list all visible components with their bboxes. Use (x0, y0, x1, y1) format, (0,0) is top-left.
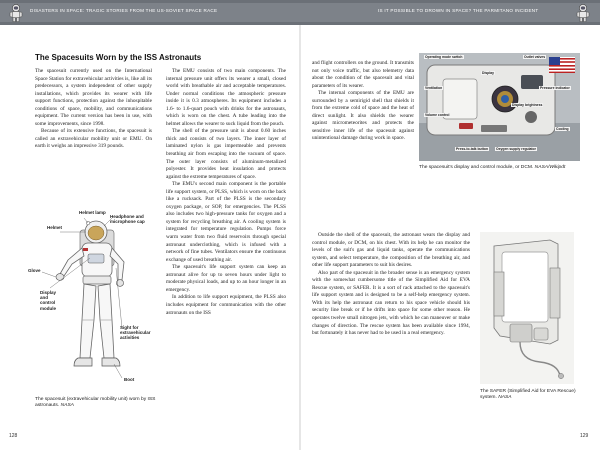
text-column-3b (312, 232, 470, 338)
running-head-left: DISASTERS IN SPACE: TRAGIC STORIES FROM THE US-SOVIET SPACE RACE (30, 8, 218, 13)
label-headphone: Headphone and microphone cap (110, 214, 145, 225)
page-gutter (299, 25, 301, 450)
paragraph: and flight controllers on the ground. It transmits not only voice traffic, but also telemetry data about the condition of the spacesuit and vital parameters of its wearer. (312, 60, 414, 89)
label-display: Display (482, 71, 495, 75)
running-head-right: IS IT POSSIBLE TO DROWN IN SPACE? THE PARMITANO INCIDENT (378, 8, 539, 13)
label-sight: Sight for extravehicular activities (120, 325, 151, 341)
paragraph: The shell of the pressure unit is about 0.60 inches thick and consists of two layers. The inner layer of laminated nylon is gas impermeable and prevents breathing air from escaping into the vacuum of space. The outer layer consists of aluminum-metalized polyester. It provides heat insulation and protects against the extreme temperatures of space. (166, 128, 286, 180)
label-press-to-talk: Press-to-talk button (456, 147, 489, 151)
dcm-illustration (419, 53, 580, 161)
safer-illustration (480, 232, 574, 384)
label-outlet-valves: Outlet valves (524, 55, 546, 59)
paragraph: Outside the shell of the spacesuit, the astronaut wears the display and control module, or DCM, on his chest. With its help he can monitor the levels of the suit's gas and liquid tanks, operate the communications system, and select temperature, the composition of the breathing air, and other life support parameters to suit his desires. (312, 232, 470, 269)
spacesuit-caption (35, 397, 160, 409)
paragraph: The EMU consists of two main components. The internal pressure unit offers its wearer a small, closed world with breathable air and acceptable temperatures. Under normal conditions the atmospheric pressure inside it is 0.3 atmospheres. Its equipment includes a 1.6- to 1.6-quart pouch with drinks for the astronauts, which is worn on the chest. A tube leading into the helmet allows the wearer to suck liquid from the pouch. (166, 68, 286, 127)
caption-text: The spacesuit's display and control module, or DCM. (419, 165, 534, 170)
paragraph: In addition to life support equipment, the PLSS also includes equipment for communication with the other astronauts on the ISS (166, 294, 286, 316)
paragraph: Also part of the spacesuit in the broader sense is an emergency system with the somewhat cumbersome title of the Simplified Aid for EVA Rescue system, or SAFER. It is a sort of rack attached to the spacesuit's life support system and is designed to be a self-help emergency system. With its help the astronaut can return to his space vehicle should his security line break or if he drifts into space for some other reason. He operates twelve small nitrogen jets, with which he can maneuver or make changes of direction. The rescue system has been available since 1994, but fortunately it has never had to be used in a real emergency. (312, 269, 470, 337)
label-glove: Glove (28, 268, 41, 273)
paragraph: The internal components of the EMU are surrounded by a semirigid shell that shields it from the extreme cold of space and the heat of direct sunlight. It also shields the wearer against micrometeorites and protects the sensitive inner life of the spacesuit against unintentional damage during work in space. (312, 90, 414, 142)
label-ventilation: Ventilation (425, 86, 443, 90)
caption-text: The spacesuit (extravehicular mobility unit) worn by ISS astronauts. (35, 397, 156, 408)
label-helmet-lamp: Helmet lamp (79, 210, 106, 215)
label-helmet: Helmet (47, 225, 63, 230)
caption-credit: NASA (60, 403, 74, 408)
safer-caption (480, 389, 577, 401)
label-cooling: Cooling (556, 127, 569, 131)
paragraph: The spacesuit's life support system can keep an astronaut alive for up to seven hours under light to moderate physical loads, and up to an hour longer in an emergency. (166, 264, 286, 293)
page-number-left: 128 (9, 433, 18, 439)
page-number-right: 129 (580, 433, 589, 439)
paragraph: The spacesuit currently used on the International Space Station for extravehicular activities is, like all its predecessors, a system independent of other supply installations, which provides its wearer with life support functions, protection against the inhospitable conditions of space, mobility, and communications equipment. The current version has been in use, with some improvements, since 1998. (35, 68, 152, 127)
paragraph: Because of its extensive functions, the spacesuit is called an extravehicular mobility unit or EMU. On earth it weighs an impressive 319 pounds. (35, 128, 152, 150)
caption-credit: NASA/Wikipdt (534, 165, 566, 170)
caption-text: The SAFER (Simplified Aid for EVA Rescue) system. (480, 389, 576, 400)
label-operating-mode: Operating mode switch (425, 55, 463, 59)
paragraph: The EMU's second main component is the portable life support system, or PLSS, which is worn on the back like a rucksack. Part of the PLSS is the secondary oxygen package, or SOP, for emergencies. The PLSS also includes two high-pressure tanks for oxygen and a system for recycling breathing air. A cooling system is integrated for temperature regulation. Pumps force warm water from two fluid reservoirs through special astronaut underclothing, which is infused with a network of fine tubes. Ventilators ensure the continuous exchange of used breathing air. (166, 181, 286, 263)
label-pressure-indicator: Pressure indicator (540, 86, 570, 90)
label-boot: Boot (124, 377, 135, 382)
dcm-caption (419, 165, 581, 171)
label-oxygen-supply: Oxygen supply regulator (496, 147, 536, 151)
caption-credit: NASA (498, 395, 512, 400)
text-column-1 (35, 68, 152, 151)
label-display-module: Display and control module (40, 290, 57, 311)
dcm-photo (419, 53, 580, 161)
text-column-2 (166, 68, 286, 317)
text-column-3a (312, 60, 414, 143)
safer-photo (480, 232, 574, 384)
label-display-brightness: Display brightness (512, 103, 543, 107)
label-volume-control: Volume control (425, 113, 450, 117)
article-title: The Spacesuits Worn by the ISS Astronauts (35, 53, 202, 62)
astronaut-icon (8, 3, 24, 22)
astronaut-icon (575, 3, 591, 22)
